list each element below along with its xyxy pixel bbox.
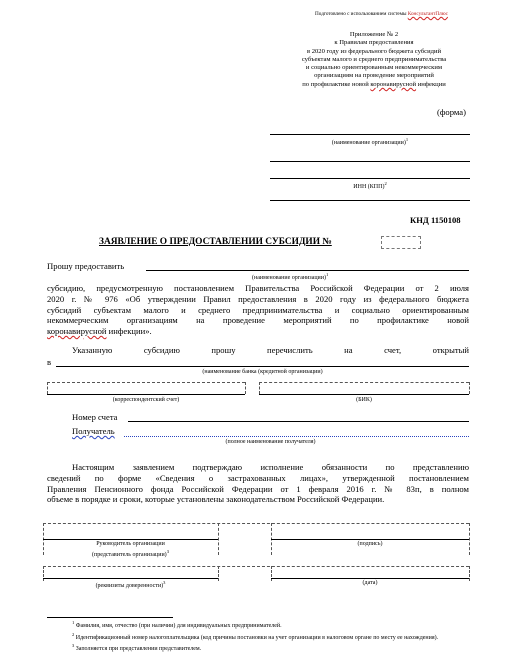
bik-box-left bbox=[259, 382, 260, 394]
proxy-line[interactable] bbox=[43, 578, 218, 579]
confirmation-paragraph: Настоящим заявлением подтверждаю исполнение обязанности по представлению сведений по форме «Сведения о застрахованных лицах», утвержденной постановлением Правления Пенсионного фонда Российской Федерации от 1 февраля 2016 г. № 83п, в полном объеме в порядке и сроки, которые установлены законодательством Российской Федерации. bbox=[47, 462, 469, 505]
account-sentence: Указанную субсидию прошу перечислить на счет, открытый bbox=[72, 345, 469, 355]
corr-account-box-top bbox=[47, 382, 245, 383]
appendix-line: в 2020 году из федерального бюджета субсидий bbox=[306, 47, 442, 55]
head-caption: Руководитель организации (представитель организации)$^3$ bbox=[92, 541, 169, 558]
footnote-item: $^1$ Фамилия, имя, отчество (при наличии) для индивидуальных предпринимателей. bbox=[72, 620, 282, 629]
bank-caption: (наименование банка (кредитной организации) bbox=[202, 369, 323, 375]
appendix-line: организациям на проведение мероприятий bbox=[314, 72, 434, 80]
account-number-label: Номер счета bbox=[72, 412, 118, 422]
inn-extra-line[interactable] bbox=[270, 200, 470, 201]
corr-caption: (корреспондентский счет) bbox=[112, 397, 180, 403]
account-number-line[interactable] bbox=[128, 421, 469, 422]
footnote-item: $^2$ Идентификационный номер налогоплательщика (код причины постановки на учет организации в налоговом органе по месту ее нахождения). bbox=[72, 631, 439, 641]
watermark-brand: КонсультантПлюс bbox=[407, 11, 448, 17]
bank-name-line[interactable] bbox=[56, 366, 469, 367]
bik-box-top bbox=[259, 382, 469, 383]
signature-line[interactable] bbox=[271, 539, 469, 540]
appendix-line: субъектам малого и среднего предпринимательства bbox=[301, 55, 447, 63]
request-caption: (наименование организации)$^1$ bbox=[252, 272, 329, 281]
org-name-caption: (наименование организации)$^1$ bbox=[331, 137, 409, 146]
footnotes bbox=[47, 619, 469, 654]
footnote-separator bbox=[47, 617, 173, 618]
inn-caption: ИНН (КПП)$^2$ bbox=[353, 181, 387, 190]
in-label: в bbox=[47, 357, 52, 367]
org-name-line-2[interactable] bbox=[270, 161, 470, 162]
corr-account-box-right bbox=[245, 382, 246, 394]
footnote-item: $^3$ Заполняется при представлении представителем. bbox=[72, 643, 202, 653]
bik-line[interactable] bbox=[259, 394, 469, 395]
appendix-line: Приложение № 2 bbox=[349, 31, 399, 38]
inn-line[interactable] bbox=[270, 178, 470, 179]
bik-caption: (БИК) bbox=[356, 397, 372, 403]
recipient-line[interactable] bbox=[124, 433, 469, 437]
recipient-caption: (полное наименование получателя) bbox=[225, 439, 316, 445]
org-name-line-1[interactable] bbox=[270, 134, 470, 135]
appendix-line-last: по профилактике новой коронавирусной инфекции bbox=[302, 80, 446, 88]
bik-box-right bbox=[469, 382, 470, 394]
page-title: ЗАЯВЛЕНИЕ О ПРЕДОСТАВЛЕНИИ СУБСИДИИ № bbox=[99, 237, 332, 247]
date-caption: (дата) bbox=[362, 580, 378, 586]
knd-code: КНД 1150108 bbox=[410, 215, 461, 225]
recipient-label: Получатель bbox=[72, 426, 115, 436]
request-label: Прошу предоставить bbox=[47, 261, 125, 271]
head-signature-line[interactable] bbox=[43, 539, 218, 540]
proxy-caption: (реквизиты доверенности)$^3$ bbox=[95, 580, 166, 589]
appendix-line: и социально ориентированным некоммерческим bbox=[305, 64, 443, 72]
watermark bbox=[315, 11, 448, 17]
date-line[interactable] bbox=[271, 578, 469, 579]
application-number-box[interactable] bbox=[381, 236, 421, 249]
corr-account-box-left bbox=[47, 382, 48, 394]
signature-table bbox=[43, 523, 469, 589]
request-org-line[interactable] bbox=[146, 270, 469, 271]
subsidy-paragraph: субсидию, предусмотренную постановлением Правительства Российской Федерации от 2 июля 2020 г. № 976 «Об утверждении Правил предоставления в 2020 году из федерального бюджета субсидий субъектам малого и среднего предпринимательства и социально ориентированным некоммерческим организациям на проведение мероприятий по профилактике новой коронавирусной инфекции». bbox=[47, 283, 469, 337]
appendix-line: к Правилам предоставления bbox=[334, 39, 414, 47]
form-label: (форма) bbox=[437, 107, 466, 117]
sign-caption: (подпись) bbox=[357, 541, 383, 547]
corr-account-line[interactable] bbox=[47, 394, 245, 395]
appendix-block bbox=[268, 31, 480, 89]
watermark-prefix: Подготовлено с использованием системы bbox=[315, 11, 407, 17]
